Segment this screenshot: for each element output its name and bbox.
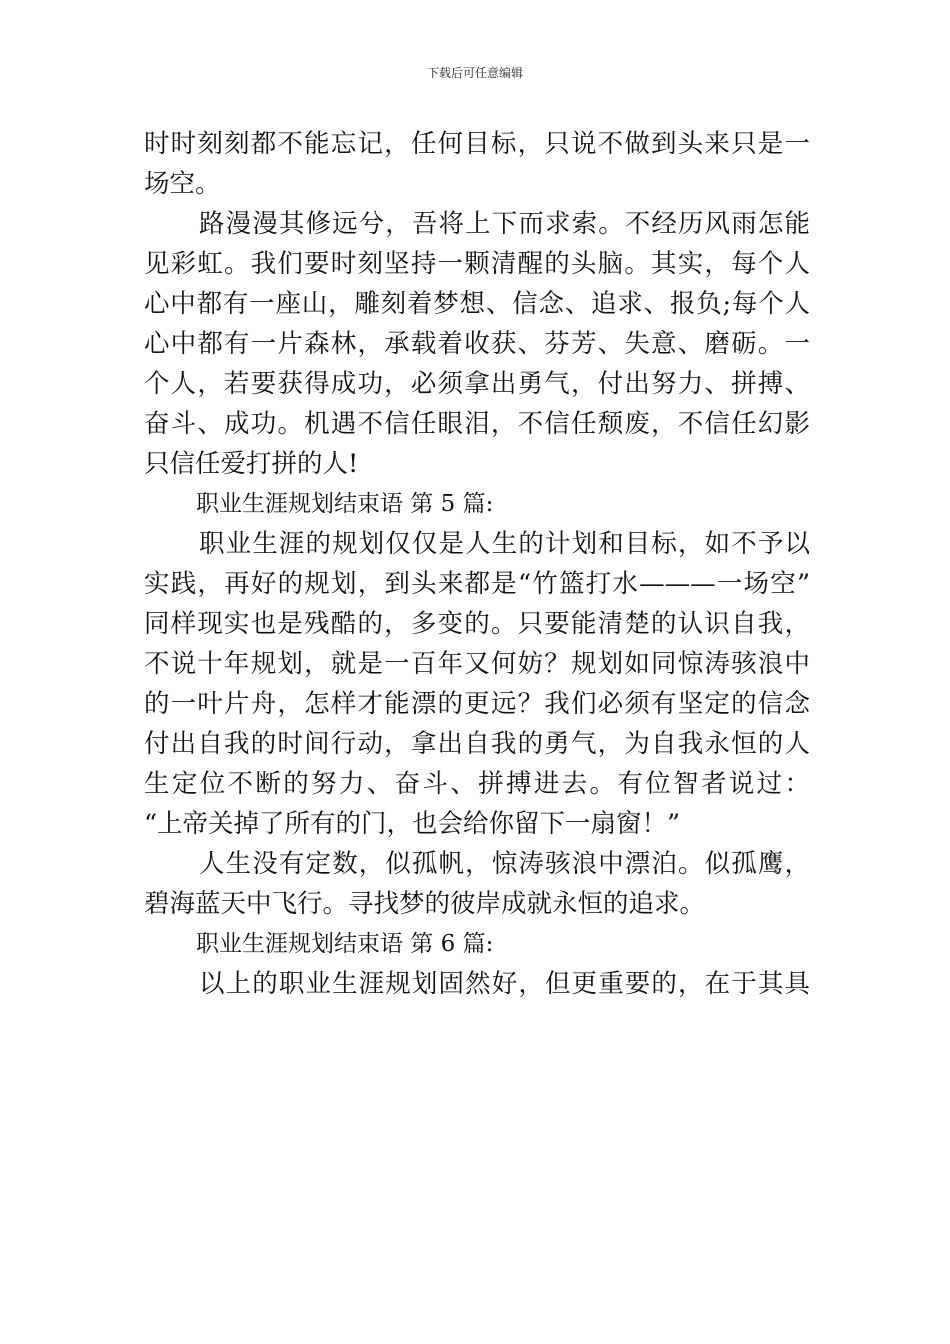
text-line: 心中都有一座山，雕刻着梦想、信念、追求、报负;每个人 <box>144 289 810 319</box>
section-heading: 职业生涯规划结束语 第 5 篇: <box>196 491 494 517</box>
text-line: 碧海蓝天中飞行。寻找梦的彼岸成就永恒的追求。 <box>144 889 706 919</box>
text-line: 见彩虹。我们要时刻坚持一颗清醒的头脑。其实，每个人 <box>144 249 810 279</box>
page-header: 下载后可任意编辑 <box>426 66 523 80</box>
text-line: 奋斗、成功。机遇不信任眼泪，不信任颓废，不信任幻影 <box>144 409 810 439</box>
text-line: 实践，再好的规划，到头来都是“竹篮打水———一场空” <box>144 569 810 599</box>
text-line: 心中都有一片森林，承载着收获、芬芳、失意、磨砺。一 <box>144 329 810 359</box>
document-body <box>144 124 810 1004</box>
text-line: 只信任爱打拼的人! <box>144 449 359 479</box>
text-line: 同样现实也是残酷的，多变的。只要能清楚的认识自我， <box>144 609 810 639</box>
text-line: 生定位不断的努力、奋斗、拼搏进去。有位智者说过： <box>144 769 810 799</box>
text-line: 不说十年规划，就是一百年又何妨？规划如同惊涛骇浪中 <box>144 649 810 679</box>
text-line: 时时刻刻都不能忘记，任何目标，只说不做到头来只是一 <box>144 129 810 159</box>
text-line: 路漫漫其修远兮，吾将上下而求索。不经历风雨怎能 <box>199 209 810 239</box>
section-heading: 职业生涯规划结束语 第 6 篇: <box>196 931 494 957</box>
text-line: 以上的职业生涯规划固然好，但更重要的，在于其具 <box>199 969 810 999</box>
text-line: 人生没有定数，似孤帆，惊涛骇浪中漂泊。似孤鹰， <box>199 849 810 879</box>
text-line: “上帝关掉了所有的门，也会给你留下一扇窗！” <box>144 809 681 839</box>
text-line: 职业生涯的规划仅仅是人生的计划和目标，如不予以 <box>199 529 810 559</box>
text-line: 个人，若要获得成功，必须拿出勇气，付出努力、拼搏、 <box>144 369 810 399</box>
text-line: 的一叶片舟，怎样才能漂的更远？我们必须有坚定的信念 <box>144 689 810 719</box>
text-line: 付出自我的时间行动，拿出自我的勇气，为自我永恒的人 <box>144 729 810 759</box>
text-line: 场空。 <box>144 169 221 199</box>
